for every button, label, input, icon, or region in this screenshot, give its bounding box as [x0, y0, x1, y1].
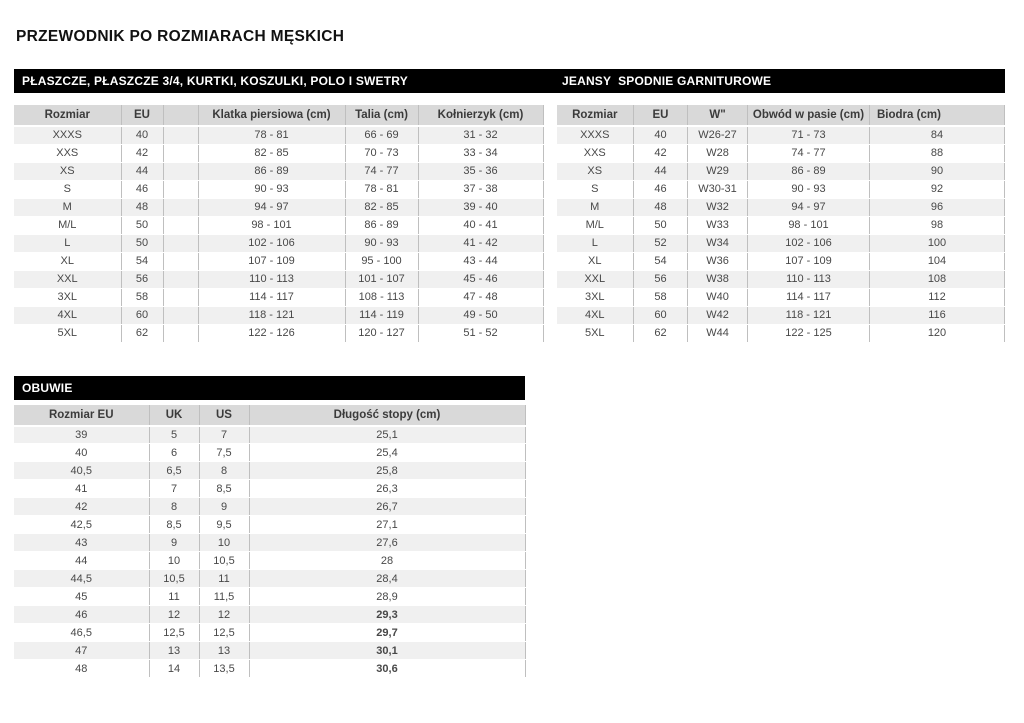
table-cell: 9,5 [199, 516, 249, 534]
content-area [0, 28, 1024, 678]
table-cell: 29,7 [249, 624, 525, 642]
table-cell: 60 [121, 306, 163, 324]
table-cell: S [14, 180, 121, 198]
table-cell: 12 [199, 606, 249, 624]
table-cell: 37 - 38 [418, 180, 543, 198]
table-cell: 96 [870, 198, 1005, 216]
table-cell: 42,5 [14, 516, 149, 534]
table-cell [163, 324, 198, 342]
table-cell: W28 [688, 144, 748, 162]
table-cell: 44 [121, 162, 163, 180]
table-cell: 8 [149, 498, 199, 516]
table-cell: 114 - 117 [748, 288, 870, 306]
table-cell [163, 126, 198, 144]
table-row [14, 270, 543, 288]
table-cell: XXXS [557, 126, 634, 144]
table-row [14, 606, 525, 624]
table-cell: 40 [634, 126, 688, 144]
table-row [14, 642, 525, 660]
shoes-section-bar [14, 376, 525, 400]
table-cell: L [14, 234, 121, 252]
table-cell: 122 - 125 [748, 324, 870, 342]
header-row [14, 405, 525, 426]
column-header: Rozmiar [14, 105, 121, 126]
table-cell: 86 - 89 [345, 216, 418, 234]
table-cell: 54 [634, 252, 688, 270]
table-cell: W26-27 [688, 126, 748, 144]
table-cell: 101 - 107 [345, 270, 418, 288]
table-cell: 104 [870, 252, 1005, 270]
table-cell: 98 - 101 [748, 216, 870, 234]
table-cell: 78 - 81 [345, 180, 418, 198]
table-cell: 90 - 93 [345, 234, 418, 252]
table-cell: 40 [14, 444, 149, 462]
table-row [14, 426, 525, 444]
table-cell: XXL [14, 270, 121, 288]
table-cell: W33 [688, 216, 748, 234]
table-row [14, 162, 543, 180]
column-header [163, 105, 198, 126]
table-cell: XL [557, 252, 634, 270]
table-cell: 102 - 106 [748, 234, 870, 252]
table-cell: 90 - 93 [748, 180, 870, 198]
column-header: Rozmiar EU [14, 405, 149, 426]
table-cell: M/L [14, 216, 121, 234]
table-cell: 28,4 [249, 570, 525, 588]
table-cell: 14 [149, 660, 199, 678]
column-header: Biodra (cm) [870, 105, 1005, 126]
table-cell: XS [557, 162, 634, 180]
table-cell: W34 [688, 234, 748, 252]
table-cell: 90 - 93 [198, 180, 345, 198]
table-cell: 95 - 100 [345, 252, 418, 270]
column-header: EU [121, 105, 163, 126]
table-cell: 25,1 [249, 426, 525, 444]
tops-bar-label: PŁASZCZE, PŁASZCZE 3/4, KURTKI, KOSZULKI, POLO I SWETRY [22, 74, 408, 88]
table-cell: 7,5 [199, 444, 249, 462]
table-cell: 45 - 46 [418, 270, 543, 288]
table-cell: 70 - 73 [345, 144, 418, 162]
table-cell: 40 - 41 [418, 216, 543, 234]
table-cell: 107 - 109 [198, 252, 345, 270]
table-row [557, 162, 1005, 180]
table-row [14, 252, 543, 270]
table-row [557, 144, 1005, 162]
table-cell: 25,4 [249, 444, 525, 462]
table-cell: 48 [121, 198, 163, 216]
table-cell: 13 [199, 642, 249, 660]
table-cell: 50 [121, 234, 163, 252]
table-row [14, 216, 543, 234]
column-header: US [199, 405, 249, 426]
table-cell: 44 [634, 162, 688, 180]
table-cell: 56 [634, 270, 688, 288]
table-cell: 50 [634, 216, 688, 234]
table-cell: 35 - 36 [418, 162, 543, 180]
table-cell: 9 [199, 498, 249, 516]
shoes-section [14, 376, 1024, 679]
table-cell: 44,5 [14, 570, 149, 588]
table-cell: XXL [557, 270, 634, 288]
table-cell: 7 [199, 426, 249, 444]
table-cell: 56 [121, 270, 163, 288]
table-row [14, 144, 543, 162]
table-cell: 12,5 [199, 624, 249, 642]
table-cell: 11,5 [199, 588, 249, 606]
table-cell: 28,9 [249, 588, 525, 606]
table-row [14, 534, 525, 552]
table-cell: 7 [149, 480, 199, 498]
table-cell: 86 - 89 [748, 162, 870, 180]
table-cell: 46,5 [14, 624, 149, 642]
table-cell: 33 - 34 [418, 144, 543, 162]
table-row [557, 270, 1005, 288]
column-header: Klatka piersiowa (cm) [198, 105, 345, 126]
table-cell: 4XL [557, 306, 634, 324]
column-header: Długość stopy (cm) [249, 405, 525, 426]
table-cell: 58 [634, 288, 688, 306]
table-cell: 108 [870, 270, 1005, 288]
jeans-bar-label: JEANSY SPODNIE GARNITUROWE [562, 74, 772, 88]
table-cell: 42 [634, 144, 688, 162]
table-cell [163, 288, 198, 306]
table-cell: M/L [557, 216, 634, 234]
column-header: EU [634, 105, 688, 126]
table-cell: W36 [688, 252, 748, 270]
page-title: PRZEWODNIK PO ROZMIARACH MĘSKICH [16, 28, 345, 45]
table-cell: 50 [121, 216, 163, 234]
table-row [557, 324, 1005, 342]
table-row [557, 198, 1005, 216]
table-cell: 4XL [14, 306, 121, 324]
table-cell: 10 [149, 552, 199, 570]
table-cell: 45 [14, 588, 149, 606]
table-row [14, 198, 543, 216]
table-cell: 92 [870, 180, 1005, 198]
table-cell: 41 - 42 [418, 234, 543, 252]
table-cell: 58 [121, 288, 163, 306]
table-cell: 62 [634, 324, 688, 342]
table-cell: 116 [870, 306, 1005, 324]
table-cell [163, 306, 198, 324]
table-row [557, 126, 1005, 144]
table-row [557, 306, 1005, 324]
table-cell: 43 [14, 534, 149, 552]
table-cell [163, 180, 198, 198]
table-cell: 110 - 113 [198, 270, 345, 288]
table-cell: 52 [634, 234, 688, 252]
table-cell: W32 [688, 198, 748, 216]
table-cell: 66 - 69 [345, 126, 418, 144]
tables-gap [544, 105, 557, 343]
table-cell: 42 [121, 144, 163, 162]
table-cell: 3XL [14, 288, 121, 306]
table-cell: 46 [634, 180, 688, 198]
table-cell: S [557, 180, 634, 198]
table-row [557, 288, 1005, 306]
table-cell: XL [14, 252, 121, 270]
table-cell: 122 - 126 [198, 324, 345, 342]
table-cell: 5XL [14, 324, 121, 342]
table-cell: 82 - 85 [345, 198, 418, 216]
table-cell: 31 - 32 [418, 126, 543, 144]
table-cell: XXS [14, 144, 121, 162]
table-cell: 114 - 117 [198, 288, 345, 306]
table-cell: 8,5 [149, 516, 199, 534]
table-cell [163, 252, 198, 270]
table-row [14, 444, 525, 462]
table-cell: W29 [688, 162, 748, 180]
header-row [557, 105, 1005, 126]
table-row [557, 252, 1005, 270]
table-cell: 8 [199, 462, 249, 480]
table-cell: 42 [14, 498, 149, 516]
table-cell: 120 [870, 324, 1005, 342]
table-cell: 54 [121, 252, 163, 270]
table-cell: 40,5 [14, 462, 149, 480]
table-cell: 11 [149, 588, 199, 606]
header-row [14, 105, 543, 126]
table-row [14, 324, 543, 342]
table-cell [163, 216, 198, 234]
table-cell: L [557, 234, 634, 252]
table-cell [163, 270, 198, 288]
table-cell: W42 [688, 306, 748, 324]
shoes-size-table [14, 405, 526, 679]
table-cell: 90 [870, 162, 1005, 180]
table-cell: 29,3 [249, 606, 525, 624]
table-cell: 6,5 [149, 462, 199, 480]
table-row [557, 180, 1005, 198]
table-row [14, 126, 543, 144]
table-cell: 13 [149, 642, 199, 660]
table-row [557, 234, 1005, 252]
column-header: UK [149, 405, 199, 426]
table-cell: 43 - 44 [418, 252, 543, 270]
table-cell: 49 - 50 [418, 306, 543, 324]
table-cell: 60 [634, 306, 688, 324]
table-cell: 74 - 77 [748, 144, 870, 162]
table-cell: 78 - 81 [198, 126, 345, 144]
table-cell: 46 [14, 606, 149, 624]
table-cell: 11 [199, 570, 249, 588]
table-row [14, 306, 543, 324]
table-cell: 12 [149, 606, 199, 624]
table-cell: 107 - 109 [748, 252, 870, 270]
shoes-bar-label: OBUWIE [22, 380, 73, 395]
table-cell: 62 [121, 324, 163, 342]
table-cell: 82 - 85 [198, 144, 345, 162]
table-row [14, 624, 525, 642]
top-tables-row [14, 105, 1005, 343]
table-cell: W44 [688, 324, 748, 342]
table-cell: 112 [870, 288, 1005, 306]
table-cell: 5XL [557, 324, 634, 342]
table-cell: M [14, 198, 121, 216]
table-row [557, 216, 1005, 234]
table-cell: 46 [121, 180, 163, 198]
table-cell: 118 - 121 [748, 306, 870, 324]
table-cell: 30,1 [249, 642, 525, 660]
table-row [14, 288, 543, 306]
table-row [14, 588, 525, 606]
table-cell: XS [14, 162, 121, 180]
table-cell: 48 [14, 660, 149, 678]
table-row [14, 180, 543, 198]
table-cell: 48 [634, 198, 688, 216]
table-cell: 98 [870, 216, 1005, 234]
table-cell: 8,5 [199, 480, 249, 498]
table-cell: 10 [199, 534, 249, 552]
table-cell: 9 [149, 534, 199, 552]
table-cell: 5 [149, 426, 199, 444]
table-cell: 39 - 40 [418, 198, 543, 216]
table-cell: 13,5 [199, 660, 249, 678]
table-cell: 84 [870, 126, 1005, 144]
table-cell: 27,6 [249, 534, 525, 552]
table-row [14, 480, 525, 498]
table-cell: 47 [14, 642, 149, 660]
table-cell: 26,3 [249, 480, 525, 498]
table-cell: 30,6 [249, 660, 525, 678]
table-cell: 118 - 121 [198, 306, 345, 324]
table-row [14, 234, 543, 252]
table-cell: 25,8 [249, 462, 525, 480]
column-header: Rozmiar [557, 105, 634, 126]
table-cell: W38 [688, 270, 748, 288]
column-header: Kołnierzyk (cm) [418, 105, 543, 126]
table-cell [163, 144, 198, 162]
table-cell: 12,5 [149, 624, 199, 642]
table-cell: 86 - 89 [198, 162, 345, 180]
table-cell: 94 - 97 [198, 198, 345, 216]
table-cell: 3XL [557, 288, 634, 306]
tops-size-table [14, 105, 544, 343]
table-cell: 74 - 77 [345, 162, 418, 180]
table-cell [163, 234, 198, 252]
table-cell: 39 [14, 426, 149, 444]
table-cell: 71 - 73 [748, 126, 870, 144]
table-cell: XXXS [14, 126, 121, 144]
table-row [14, 552, 525, 570]
table-cell: 110 - 113 [748, 270, 870, 288]
table-row [14, 570, 525, 588]
table-cell: 6 [149, 444, 199, 462]
table-cell: 44 [14, 552, 149, 570]
table-cell: W40 [688, 288, 748, 306]
table-cell: 51 - 52 [418, 324, 543, 342]
table-cell: XXS [557, 144, 634, 162]
column-header: Talia (cm) [345, 105, 418, 126]
top-section-bar [14, 69, 1005, 93]
table-cell: 88 [870, 144, 1005, 162]
table-cell: 102 - 106 [198, 234, 345, 252]
table-cell [163, 198, 198, 216]
column-header: W" [688, 105, 748, 126]
table-cell: 47 - 48 [418, 288, 543, 306]
table-cell [163, 162, 198, 180]
table-cell: 27,1 [249, 516, 525, 534]
table-cell: 10,5 [149, 570, 199, 588]
column-header: Obwód w pasie (cm) [748, 105, 870, 126]
table-row [14, 516, 525, 534]
table-cell: 114 - 119 [345, 306, 418, 324]
table-cell: 40 [121, 126, 163, 144]
table-row [14, 462, 525, 480]
table-cell: W30-31 [688, 180, 748, 198]
table-cell: 94 - 97 [748, 198, 870, 216]
jeans-size-table [557, 105, 1006, 343]
table-cell: M [557, 198, 634, 216]
table-cell: 10,5 [199, 552, 249, 570]
table-row [14, 660, 525, 678]
table-cell: 98 - 101 [198, 216, 345, 234]
table-row [14, 498, 525, 516]
table-cell: 28 [249, 552, 525, 570]
table-cell: 41 [14, 480, 149, 498]
table-cell: 108 - 113 [345, 288, 418, 306]
table-cell: 100 [870, 234, 1005, 252]
table-cell: 120 - 127 [345, 324, 418, 342]
table-cell: 26,7 [249, 498, 525, 516]
